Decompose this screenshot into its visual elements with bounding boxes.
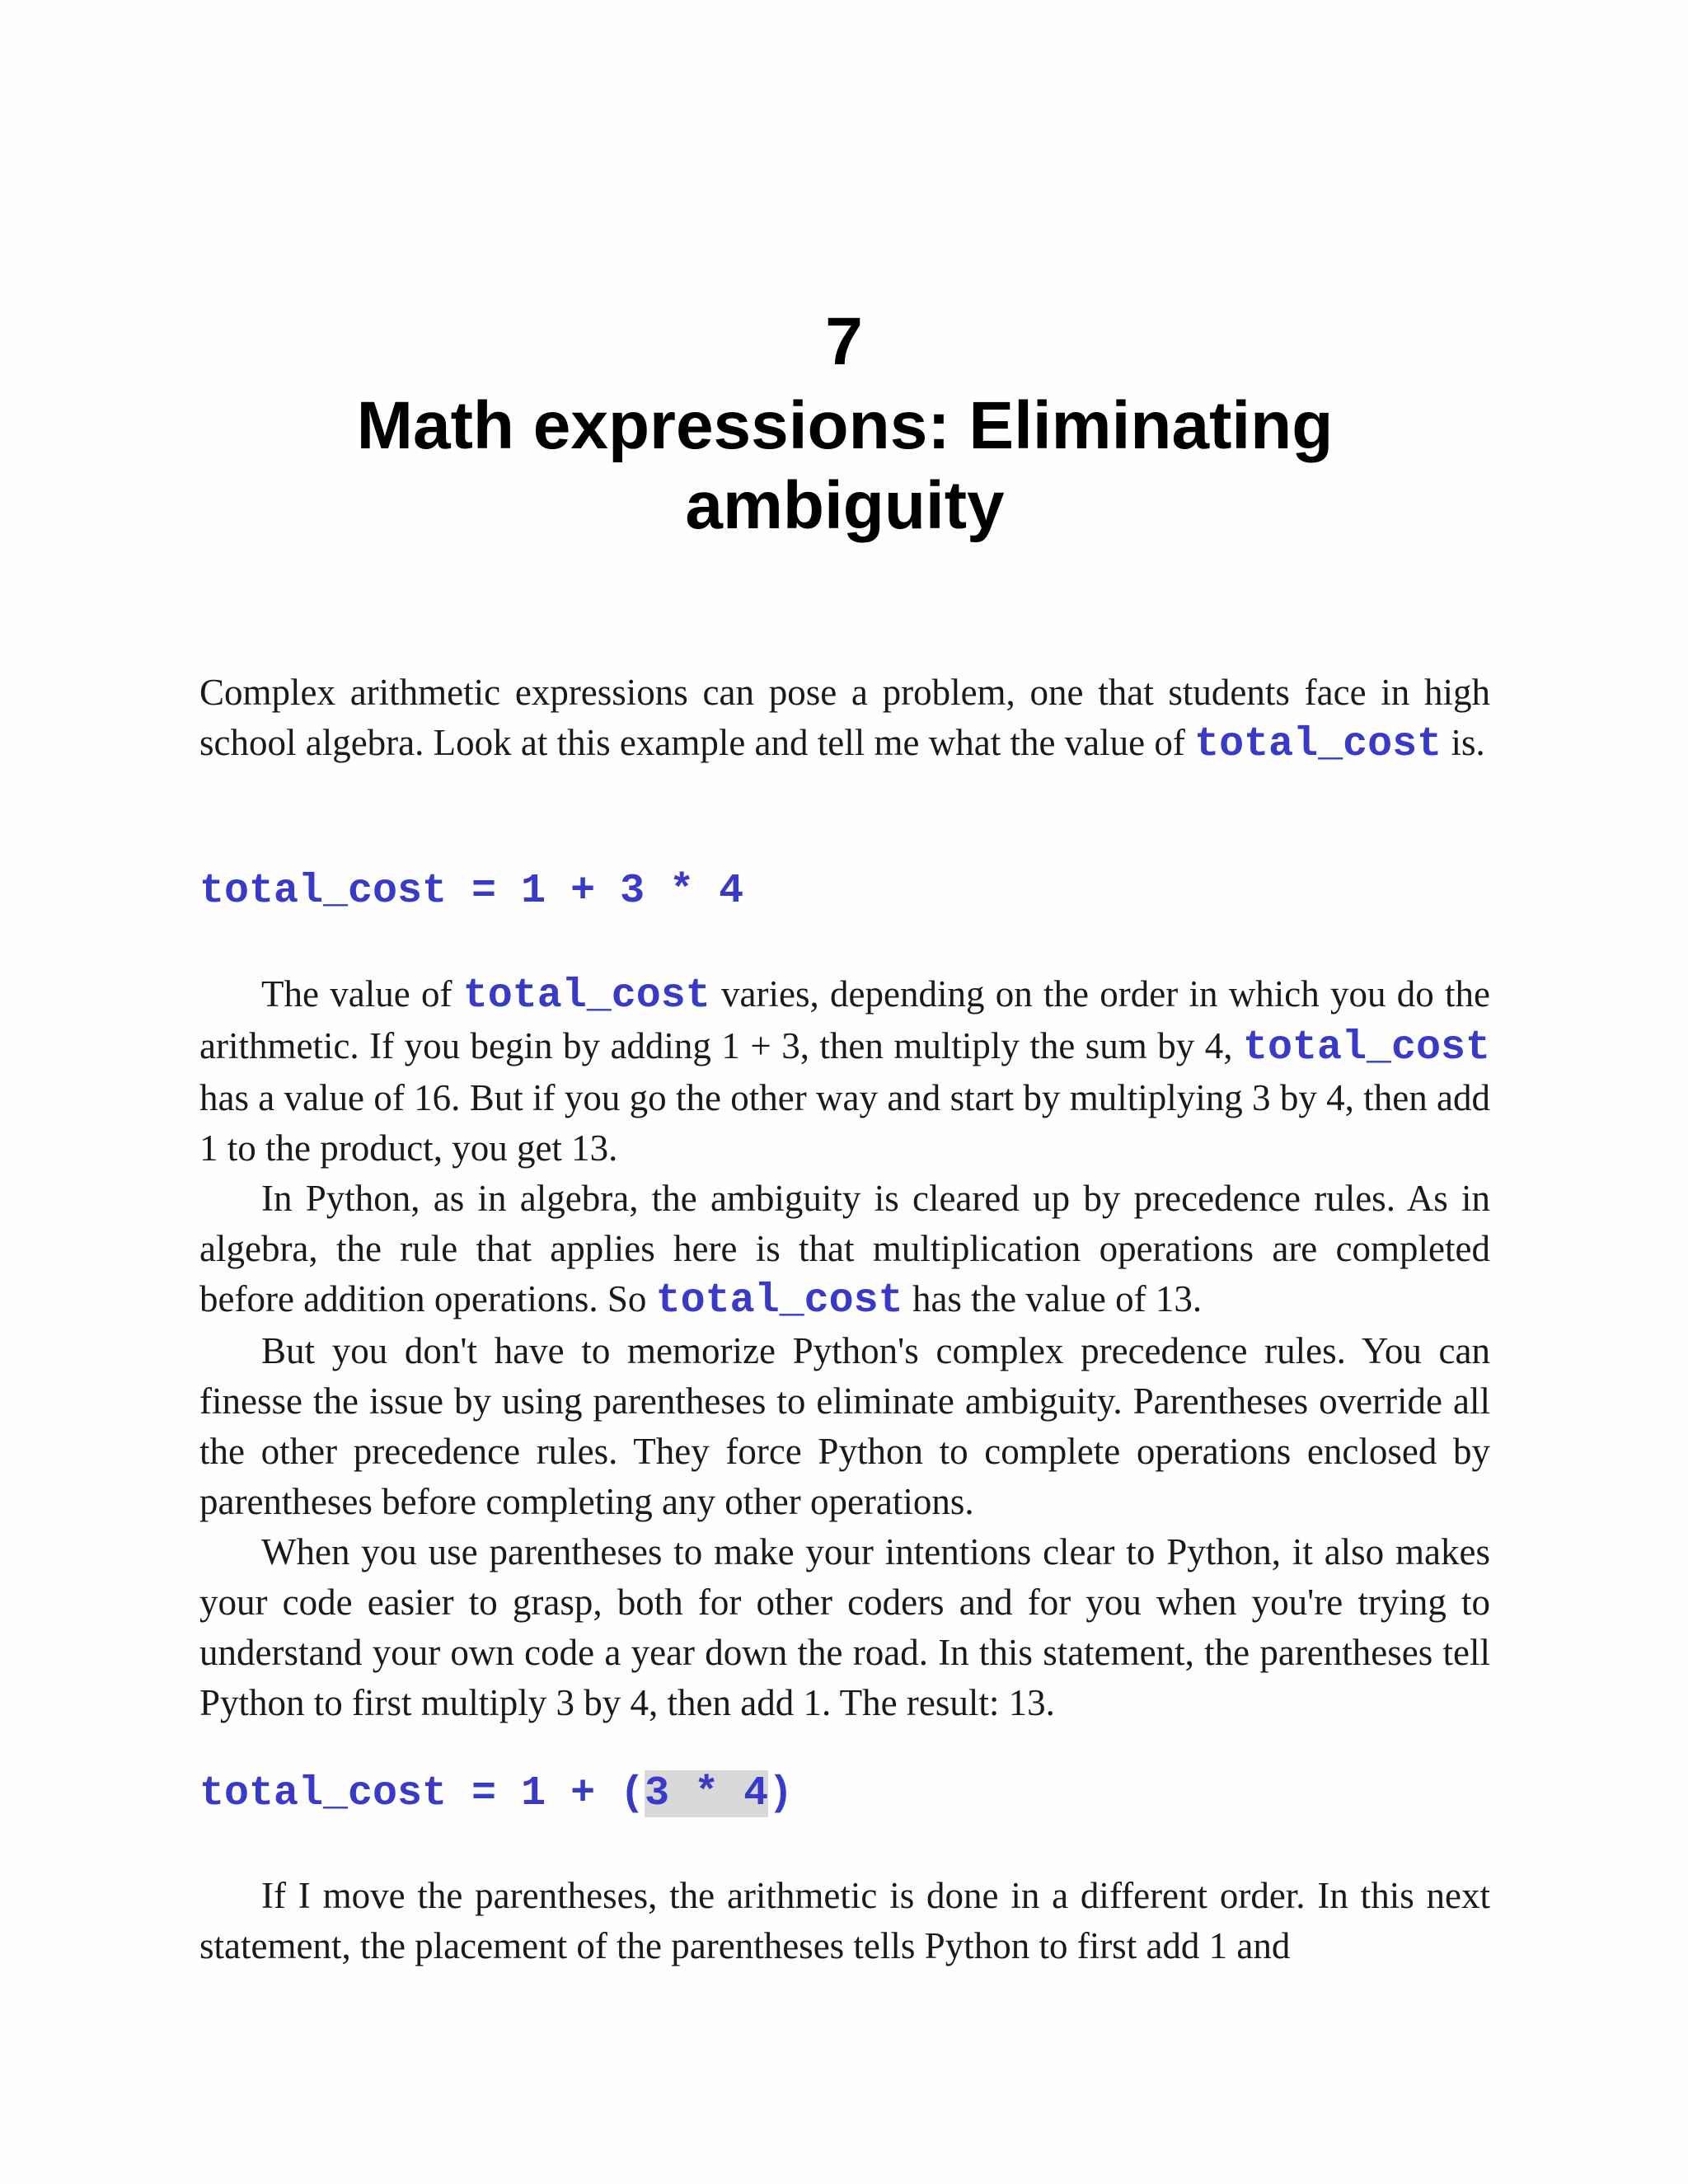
paragraph <box>199 1174 1490 1326</box>
body-text-2 <box>199 1871 1490 1971</box>
paragraph: If I move the parentheses, the arithmetic is done in a different order. In this next statement, the placement of the parentheses tells Python to first add 1 and <box>199 1875 1490 1966</box>
chapter-title: Math expressions: Eliminating ambiguity <box>356 388 1334 543</box>
text: has the value of 13. <box>903 1278 1203 1319</box>
text: varies, depending on the order in which you do the arithmetic. If you begin by adding 1 + 3, then multiply the sum by 4, <box>199 973 1491 1066</box>
paragraph: When you use parentheses to make your intentions clear to Python, it also makes your code easier to grasp, both for other coders and for you when you're trying to understand your own code a year down the road. In this statement, the parentheses tell Python to first multiply 3 by 4, then add 1. The result: 13. <box>199 1531 1490 1723</box>
highlighted-code: 3 * 4 <box>645 1770 769 1817</box>
body-text <box>199 969 1490 1728</box>
code-example-1: total_cost = 1 + 3 * 4 <box>199 868 744 915</box>
text: In Python, as in algebra, the ambiguity is cleared up by precedence rules. As in algebra, the rule that applies here is that multiplication operations are completed before addition operations. So <box>199 1178 1490 1319</box>
text: Complex arithmetic expressions can pose a problem, one that students face in high school algebra. Look at this example and tell me what the value of <box>199 672 1490 763</box>
code-example-2 <box>199 1769 793 1819</box>
chapter-number: 7 <box>825 304 863 379</box>
inline-code: total_cost <box>462 972 710 1019</box>
inline-code: total_cost <box>1242 1024 1490 1071</box>
paragraph-intro <box>199 668 1490 770</box>
code-text: total_cost = 1 + ( <box>199 1770 645 1817</box>
text: The value of <box>261 973 463 1015</box>
paragraph: But you don't have to memorize Python's complex precedence rules. You can finesse the issue by using parentheses to eliminate ambiguity. Parentheses override all the other precedence rules. They force Python to complete operations enclosed by parentheses before completing any other operations. <box>199 1330 1490 1522</box>
inline-code: total_cost <box>1194 721 1442 768</box>
inline-code: total_cost <box>655 1277 903 1324</box>
text: has a value of 16. But if you go the other way and start by multiplying 3 by 4, then add 1 to the product, you get 13. <box>199 1077 1490 1169</box>
code-text: ) <box>768 1770 794 1817</box>
paragraph <box>199 969 1490 1174</box>
text: is. <box>1442 722 1485 763</box>
